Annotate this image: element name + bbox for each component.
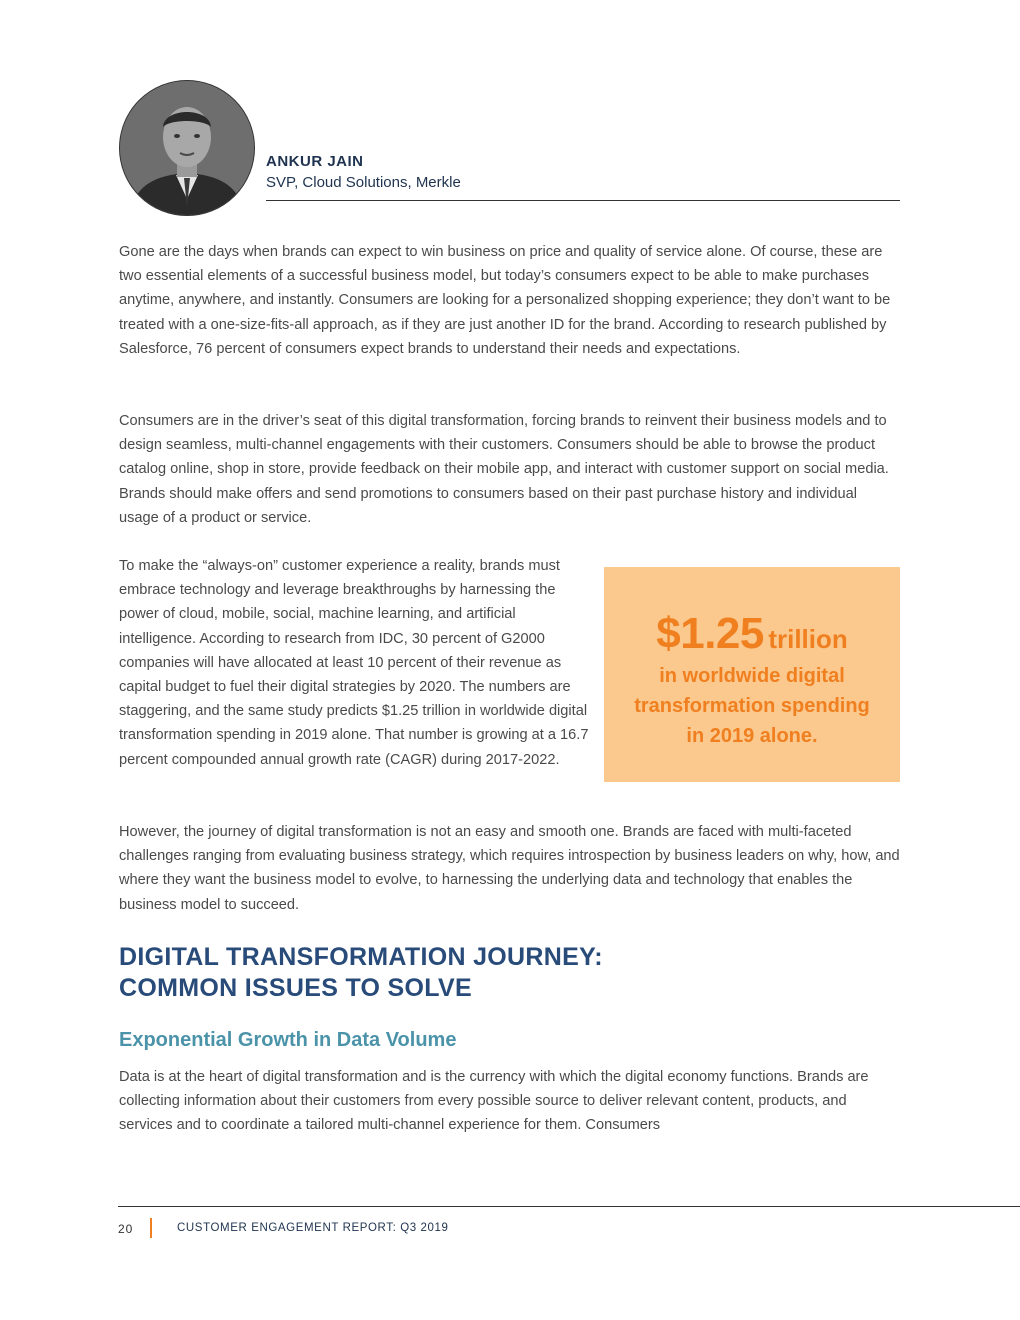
body-paragraph-2: Consumers are in the driver’s seat of this digital transformation, forcing brands to reinvent their business models and to design seamless, multi-channel engagements with their customers. Consumers should be able to browse the product catalog online, shop in store, provide feedback on their mobile app, and interact with customer support on social media. Brands should make offers and send promotions to consumers based on their past purchase history and individual usage of a product or service. <box>119 413 889 526</box>
callout-description <box>614 661 890 751</box>
section-heading-line-2: COMMON ISSUES TO SOLVE <box>119 974 472 1002</box>
section-subheading: Exponential Growth in Data Volume <box>119 1029 457 1051</box>
page-number: 20 <box>118 1222 134 1236</box>
body-paragraph-4: However, the journey of digital transformation is not an easy and smooth one. Brands are faced with multi-faceted challenges ranging from evaluating business strategy, which requires introspection by business leaders on why, how, and where they want the business model to evolve, to harnessing the underlying data and technology that enables the business model to succeed. <box>119 824 900 913</box>
callout-line-1: in worldwide digital <box>659 665 845 687</box>
footer-accent-bar <box>150 1218 152 1238</box>
callout-unit: trillion <box>768 624 848 654</box>
body-paragraph-5: Data is at the heart of digital transformation and is the currency with which the digital economy functions. Brands are collecting information about their customers from every possible source to deliver relevant content, products, and services and to coordinate a tailored multi-channel experience for them. Consumers <box>119 1069 869 1134</box>
author-title: SVP, Cloud Solutions, Merkle <box>266 174 461 191</box>
callout-amount: $1.25 <box>656 609 764 658</box>
author-name: ANKUR JAIN <box>266 153 364 170</box>
callout-line-3: in 2019 alone. <box>686 725 818 747</box>
section-heading <box>119 942 603 1004</box>
footer-divider <box>118 1206 1020 1207</box>
body-paragraph-3: To make the “always-on” customer experience a reality, brands must embrace technology and leverage breakthroughs by harnessing the power of cloud, mobile, social, machine learning, and artificial intelligence. According to research from IDC, 30 percent of G2000 companies will have allocated at least 10 percent of their revenue as capital budget to fuel their digital strategies by 2020. The numbers are staggering, and the same study predicts $1.25 trillion in worldwide digital transformation spending in 2019 alone. That number is growing at a 16.7 percent compounded annual growth rate (CAGR) during 2017-2022. <box>119 558 589 768</box>
callout-figure <box>604 609 900 659</box>
callout-line-2: transformation spending <box>634 695 870 717</box>
footer-report-title: CUSTOMER ENGAGEMENT REPORT: Q3 2019 <box>177 1222 449 1234</box>
stat-callout <box>604 567 900 782</box>
portrait-photo-icon <box>120 81 254 215</box>
section-heading-line-1: DIGITAL TRANSFORMATION JOURNEY: <box>119 943 603 971</box>
author-divider <box>266 200 900 201</box>
body-paragraph-1: Gone are the days when brands can expect to win business on price and quality of service alone. Of course, these are two essential elements of a successful business model, but today’s consumers expect to be able to make purchases anytime, anywhere, and instantly. Consumers are looking for a personalized shopping experience; they don’t want to be treated with a one-size-fits-all approach, as if they are just another ID for the brand. According to research published by Salesforce, 76 percent of consumers expect brands to understand their needs and expectations. <box>119 244 891 357</box>
author-photo <box>119 80 255 216</box>
